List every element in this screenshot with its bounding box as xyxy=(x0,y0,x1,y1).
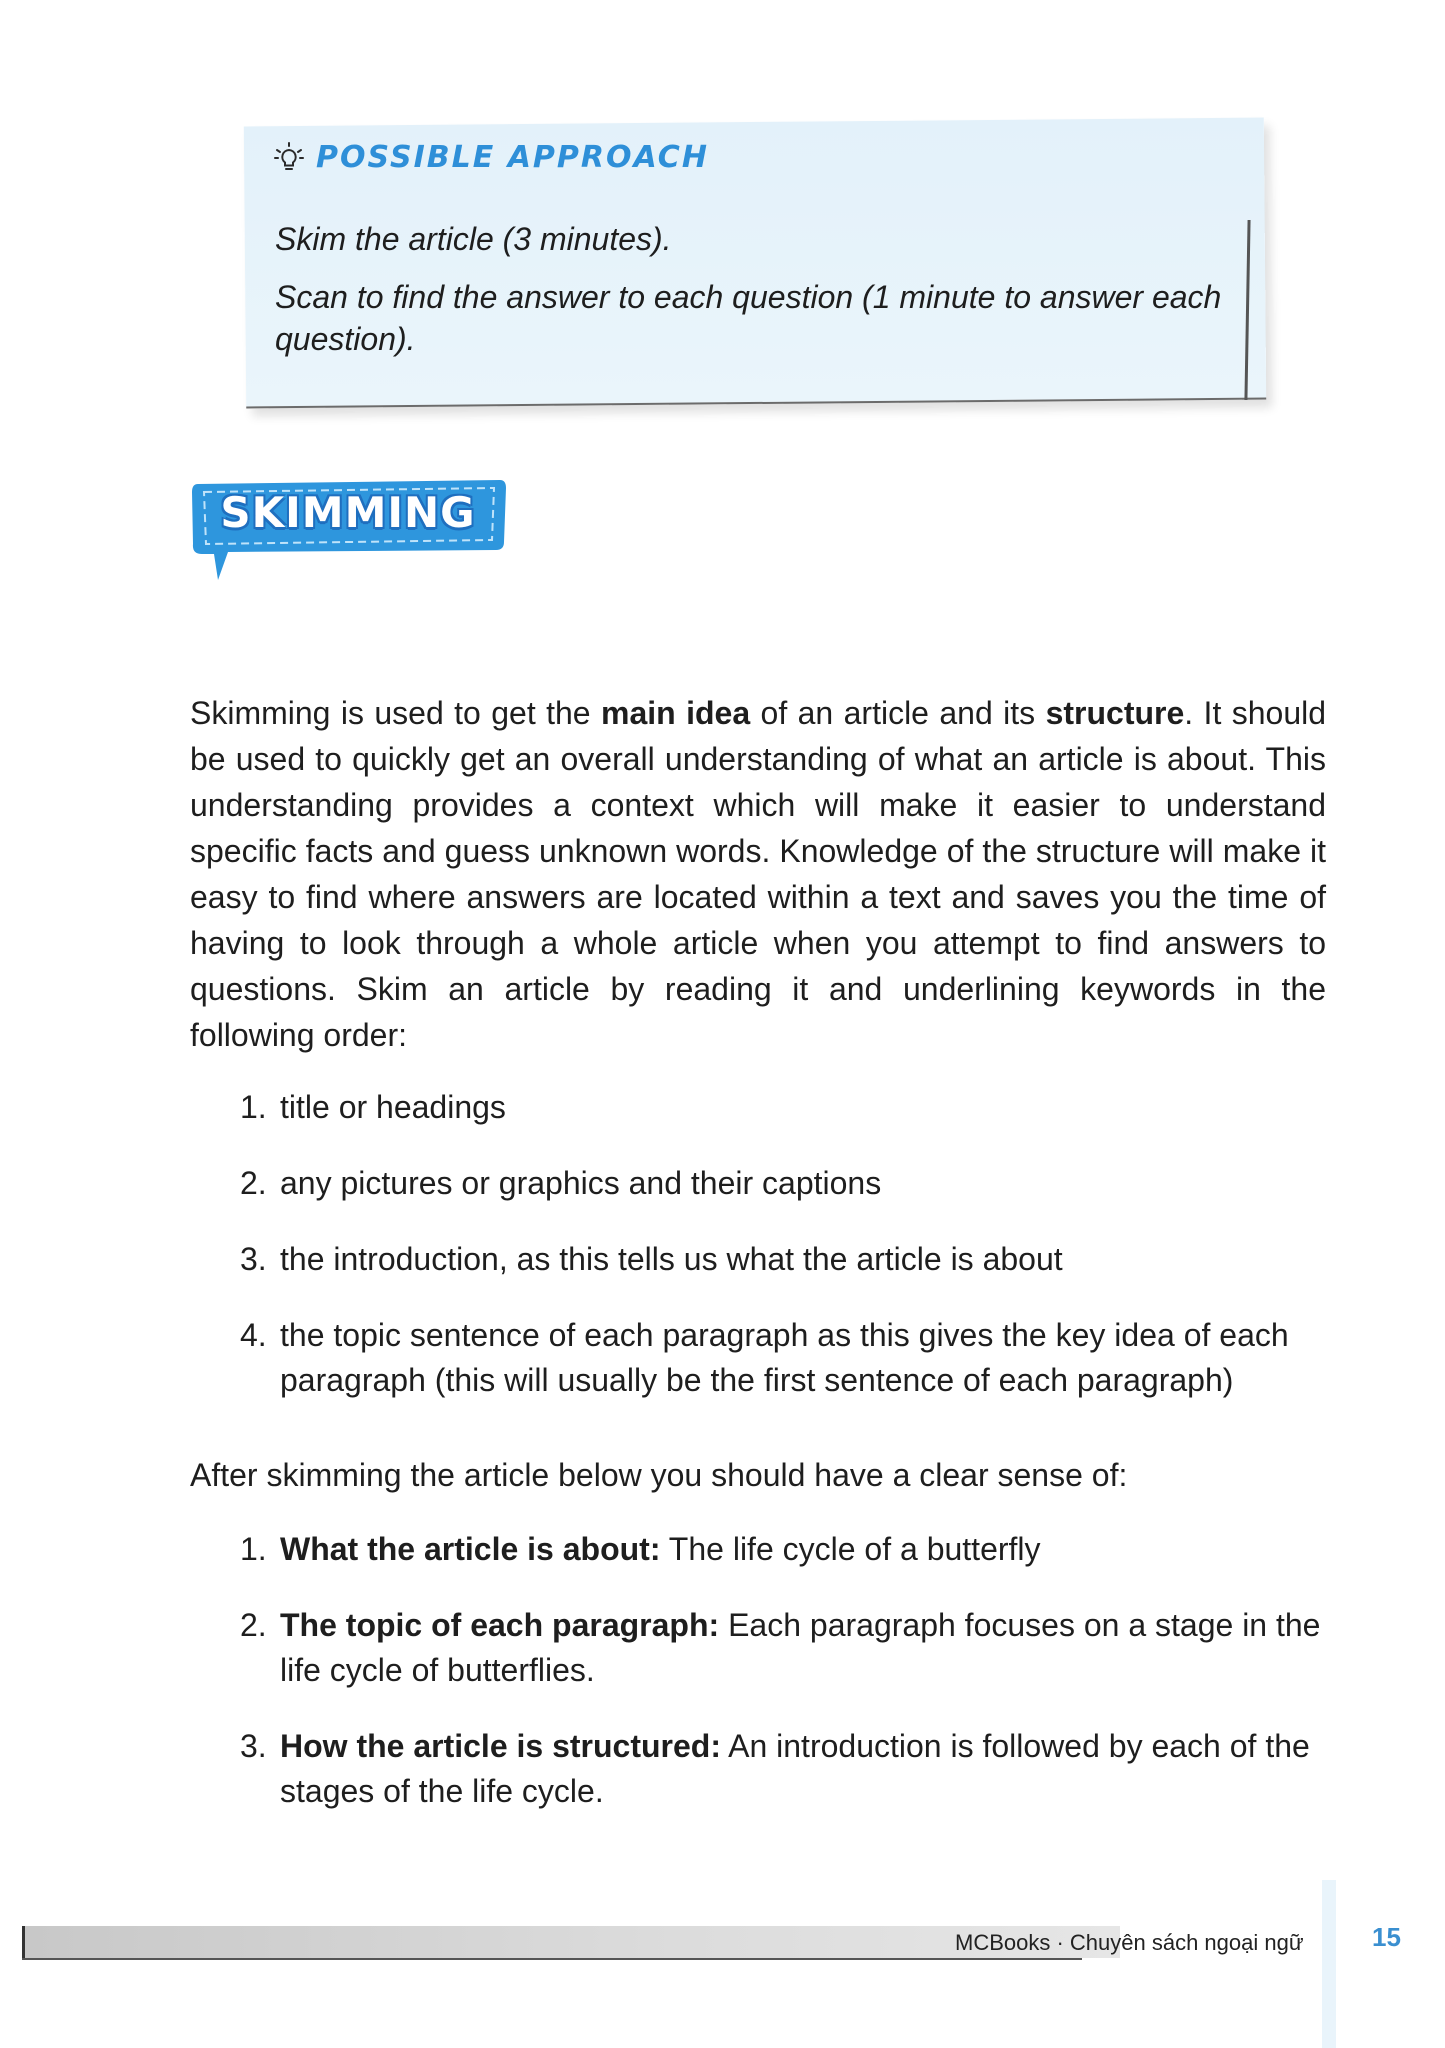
list-number: 2. xyxy=(240,1607,267,1643)
list-item xyxy=(240,1724,1370,1814)
list-number: 2. xyxy=(240,1165,267,1201)
list-number: 1. xyxy=(240,1531,267,1567)
list-bold: The topic of each paragraph: xyxy=(280,1607,720,1643)
approach-header xyxy=(272,140,709,175)
list-text: the topic sentence of each paragraph as this gives the key idea of each paragraph (this will usually be the first sentence of each paragraph) xyxy=(280,1317,1289,1398)
intro-bold-main-idea: main idea xyxy=(601,695,751,731)
skimming-badge xyxy=(188,476,508,586)
page-number: 15 xyxy=(1372,1922,1401,1952)
list-text: An introduction is followed by each of the stages of the life cycle. xyxy=(280,1728,1310,1809)
list-bold: How the article is structured: xyxy=(280,1728,721,1764)
list-text: title or headings xyxy=(280,1089,506,1125)
intro-paragraph xyxy=(190,690,1326,1058)
list-item xyxy=(240,1161,1370,1206)
footer-publisher: MCBooks · Chuyên sách ngoại ngữ xyxy=(955,1930,1304,1955)
intro-text-2: of an article and its xyxy=(750,695,1046,731)
list-item xyxy=(240,1527,1370,1572)
badge-label: SKIMMING xyxy=(220,488,476,537)
footer-stripe xyxy=(1322,1880,1336,2048)
after-paragraph: After skimming the article below you should have a clear sense of: xyxy=(190,1457,1128,1493)
lightbulb-icon xyxy=(272,141,306,175)
list-text: any pictures or graphics and their captions xyxy=(280,1165,882,1201)
list-text: the introduction, as this tells us what the article is about xyxy=(280,1241,1063,1277)
approach-line-1: Skim the article (3 minutes). xyxy=(275,221,672,257)
list-text: The life cycle of a butterfly xyxy=(660,1531,1041,1567)
list-number: 3. xyxy=(240,1241,267,1277)
list-item xyxy=(240,1313,1370,1403)
approach-line-2: Scan to find the answer to each question (1 minute to answer each question). xyxy=(275,279,1222,357)
list-number: 3. xyxy=(240,1728,267,1764)
footer-line xyxy=(22,1958,1082,1960)
list-item xyxy=(240,1237,1370,1282)
intro-bold-structure: structure xyxy=(1045,695,1185,731)
list-number: 1. xyxy=(240,1089,267,1125)
intro-text-1: Skimming is used to get the xyxy=(190,695,602,731)
intro-text-3: . It should be used to quickly get an overall understanding of what an article is about. This understanding provides a context which will make it easier to understand specific facts and guess unknown words. Knowledge of the structure will make it easy to find where answers are located within a text and saves you the time of having to look through a whole article when you attempt to find answers to questions. Skim an article by reading it and underlining keywords in the following order: xyxy=(190,695,1327,1053)
list-number: 4. xyxy=(240,1317,267,1353)
list-text: Each paragraph focuses on a stage in the life cycle of butterflies. xyxy=(280,1607,1321,1688)
approach-title: POSSIBLE APPROACH xyxy=(316,140,709,175)
list-item xyxy=(240,1603,1370,1693)
list-bold: What the article is about: xyxy=(280,1531,661,1567)
list-item xyxy=(240,1085,1370,1130)
